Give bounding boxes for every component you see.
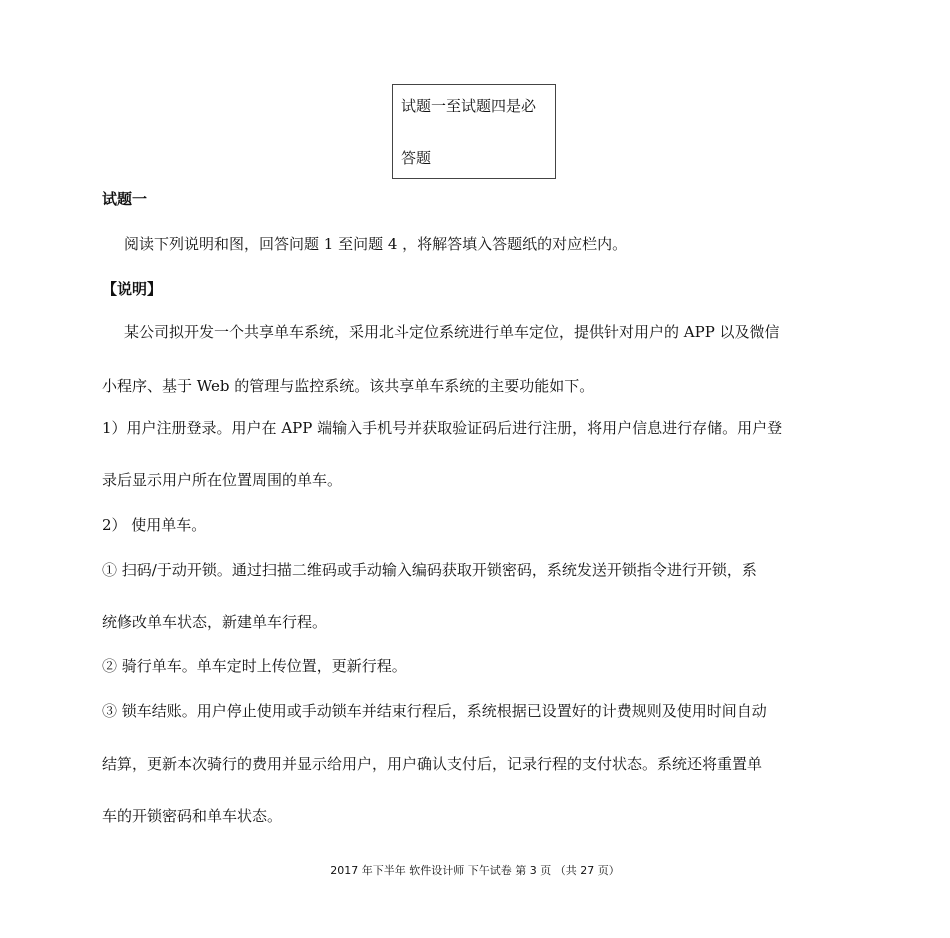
- paragraph-line: ② 骑行单车。单车定时上传位置，更新行程。: [102, 657, 407, 675]
- paragraph-line: 小程序、基于 Web 的管理与监控系统。该共享单车系统的主要功能如下。: [102, 377, 595, 395]
- paragraph-line: 录后显示用户所在位置周围的单车。: [102, 471, 343, 489]
- paragraph-line: 统修改单车状态，新建单车行程。: [102, 613, 328, 631]
- paragraph-line: 某公司拟开发一个共享单车系统，采用北斗定位系统进行单车定位，提供针对用户的 APP 以及微信: [124, 323, 780, 341]
- question-title: 试题一: [102, 190, 148, 208]
- paragraph-line: ① 扫码/于动开锁。通过扫描二维码或手动输入编码获取开锁密码，系统发送开锁指令进行开锁，系: [102, 561, 757, 579]
- notice-line-2: 答题: [401, 149, 432, 167]
- paragraph-line: 结算，更新本次骑行的费用并显示给用户，用户确认支付后，记录行程的支付状态。系统还将重置单: [102, 755, 763, 773]
- section-heading: 【说明】: [102, 280, 163, 298]
- page-footer: 2017 年下半年 软件设计师 下午试卷 第 3 页 （共 27 页）: [330, 864, 620, 877]
- question-instruction: 阅读下列说明和图，回答问题 1 至问题 4 ，将解答填入答题纸的对应栏内。: [124, 235, 628, 253]
- paragraph-line: 车的开锁密码和单车状态。: [102, 807, 283, 825]
- paragraph-line: ③ 锁车结账。用户停止使用或手动锁车并结束行程后，系统根据已设置好的计费规则及使用时间自动: [102, 702, 767, 720]
- paragraph-line: 2） 使用单车。: [102, 516, 207, 534]
- paragraph-line: 1）用户注册登录。用户在 APP 端输入手机号并获取验证码后进行注册，将用户信息进行存储。用户登: [102, 419, 783, 437]
- required-questions-notice-box: [392, 84, 556, 179]
- notice-line-1: 试题一至试题四是必: [401, 97, 537, 115]
